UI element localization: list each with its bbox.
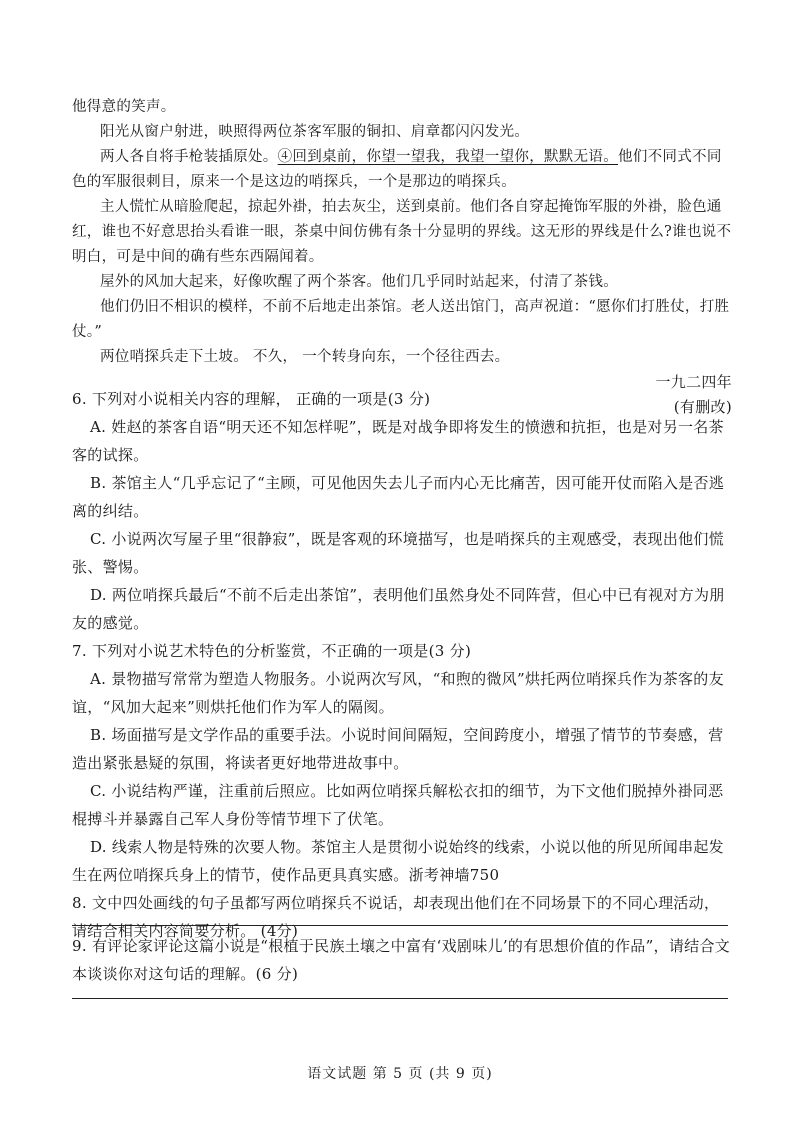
story-text: 他们不同式不同色的军服很刺目，原来一个是这边的哨探兵，一个是那边的哨探兵。 — [72, 149, 722, 190]
story-paragraph: 两位哨探兵走下土坡。 不久， 一个转身向东，一个径往西去。 — [100, 349, 510, 365]
questions-section — [72, 385, 732, 945]
question-6-stem: 6. 下列对小说相关内容的理解， 正确的一项是(3 分) — [72, 390, 431, 408]
story-paragraph: 主人慌忙从暗脸爬起，掠起外褂，拍去灰尘，送到桌前。他们各自穿起掩饰军服的外褂，脸色通红，谁也不好意思抬头看谁一眼，茶桌中间仿佛有条十分显明的界线。这无形的界线是什么?谁也说不明白，可是中间的确有些东西隔闻着。 — [72, 199, 732, 265]
question-8-stem: 8. 文中四处画线的句子虽都写两位哨探兵不说话，却表现出他们在不同场景下的不同心理活动，请结合相关内容简要分析。 (4分) — [72, 894, 720, 940]
story-note: (有删改) — [673, 398, 732, 416]
answer-line-q8 — [72, 925, 728, 926]
question-6-option-c: C. 小说两次写屋子里“很静寂”，既是客观的环境描写，也是哨探兵的主观感受，表现出他们慌张、警惕。 — [72, 530, 725, 576]
story-date: 一九二四年 — [655, 373, 732, 391]
question-7-option-a: A. 景物描写常常为塑造人物服务。小说两次写风，“和煦的微风”烘托两位哨探兵作为茶客的友谊，“风加大起来”则烘托他们作为军人的隔阂。 — [72, 670, 724, 716]
question-9-stem: 9. 有评论家评论这篇小说是“根植于民族土壤之中富有‘戏剧味儿’的有思想价值的作品”，请结合文本谈谈你对这句话的理解。(6 分) — [72, 937, 731, 983]
story-line: 阳光从窗户射进，映照得两位茶客军服的铜扣、肩章都闪闪发光。 — [100, 124, 530, 140]
page-footer: 语文试题 第 5 页 (共 9 页) — [307, 1066, 493, 1082]
question-6-option-b: B. 茶馆主人“几乎忘记了“主顾，可见他因失去儿子而内心无比痛苦，因可能开仗而陷入是否逃离的纠结。 — [72, 474, 725, 520]
question-7-option-d: D. 线索人物是特殊的次要人物。茶馆主人是贯彻小说始终的线索，小说以他的所见所闻串起发生在两位哨探兵身上的情节，使作品更具真实感。浙考神墙750 — [72, 838, 724, 884]
question-6-option-a: A. 姓赵的茶客自语“明天还不知怎样呢”，既是对战争即将发生的愤懑和抗拒，也是对另一名茶客的试探。 — [72, 418, 724, 464]
story-line: 他得意的笑声。 — [72, 99, 176, 115]
question-7-option-b: B. 场面描写是文学作品的重要手法。小说时间间隔短，空间跨度小，增强了情节的节奏感，营造出紧张悬疑的氛围，将读者更好地带进故事中。 — [72, 726, 724, 772]
question-7-option-c: C. 小说结构严谨，注重前后照应。比如两位哨探兵解松衣扣的细节，为下文他们脱掉外褂同恶棍搏斗并暴露自己军人身份等情节埋下了伏笔。 — [72, 782, 724, 828]
answer-line-q9 — [72, 998, 728, 999]
underlined-sentence-4: ④回到桌前，你望一望我，我望一望你，默默无语。 — [277, 149, 619, 165]
story-paragraph: 他们仍旧不相识的模样，不前不后地走出茶馆。老人送出馆门，高声祝道：“愿你们打胜仗，打胜仗。” — [72, 299, 730, 340]
story-paragraph: 屋外的风加大起来，好像吹醒了两个茶客。他们几乎同时站起来，付清了茶钱。 — [100, 274, 618, 290]
question-6-option-d: D. 两位哨探兵最后“不前不后走出茶馆”，表明他们虽然身处不同阵营，但心中已有视对方为朋友的感觉。 — [72, 586, 725, 632]
question-7-stem: 7. 下列对小说艺术特色的分析鉴赏，不正确的一项是(3 分) — [72, 642, 472, 660]
story-paragraph-underlined — [72, 145, 732, 195]
story-excerpt — [72, 95, 732, 420]
story-text: 两人各自将手枪装插原处。 — [100, 149, 278, 165]
